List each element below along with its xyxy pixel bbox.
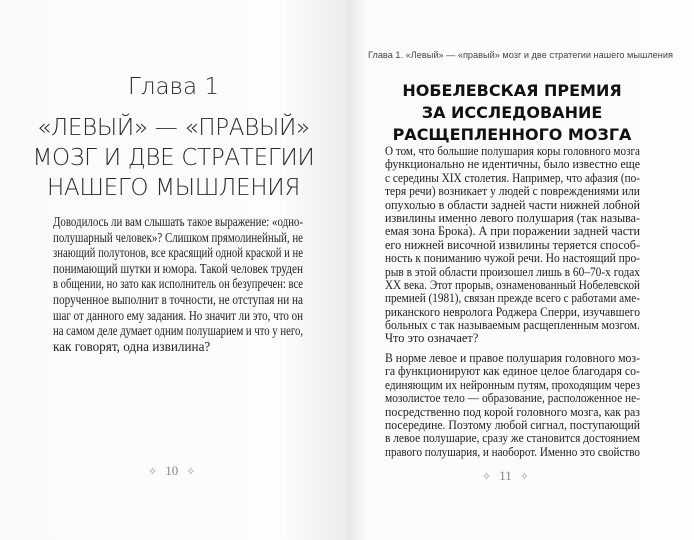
- text-line-row: [385, 279, 640, 292]
- chapter-title: [0, 113, 347, 203]
- page-number-left: [140, 463, 203, 479]
- ornament-icon: ✧: [519, 471, 529, 483]
- text-line: посредственно под корой головного мозга, как раз: [385, 404, 641, 419]
- text-line-row: [385, 252, 640, 265]
- text-line-row: [385, 392, 640, 405]
- paragraph-2: [385, 352, 640, 459]
- chapter-title-line: НАШЕГО МЫШЛЕНИЯ: [46, 175, 300, 201]
- chapter-title-line: «ЛЕВЫЙ» — «ПРАВЫЙ»: [37, 115, 310, 141]
- text-line: риканского невролога Роджера Сперри, изучавшего: [385, 304, 641, 319]
- text-line-row: [385, 332, 640, 345]
- text-line-row: [385, 292, 640, 305]
- text-line-row: [385, 266, 640, 279]
- text-line: на самом деле думает одним полушарием и что у него,: [53, 323, 303, 339]
- running-header: Глава 1. «Левый» — «правый» мозг и две стратегии нашего мышления: [368, 50, 673, 60]
- text-line-row: [53, 308, 303, 324]
- text-line-row: [385, 239, 640, 252]
- ornament-icon: ✧: [148, 466, 158, 478]
- text-line: правого полушария, и наоборот. Именно это свойство: [385, 444, 640, 459]
- text-line: знающий полутонов, все красящий одной краской и не: [53, 245, 303, 261]
- text-line: емая зона Брока́). А при поражении задней части: [385, 224, 641, 239]
- text-line-row: [385, 352, 640, 365]
- text-line: шаг от данного ему задания. Но значит ли это, что он: [53, 307, 303, 323]
- text-line: больных с так называемым расщепленным мозгом.: [385, 318, 640, 333]
- text-line-row: [385, 306, 640, 319]
- text-line-row: [53, 276, 303, 292]
- section-title-line: РАСЩЕПЛЕННОГО МОЗГА: [392, 125, 632, 144]
- text-line-row: [385, 379, 640, 392]
- text-line-row: [385, 158, 640, 171]
- text-line: теря речи) возникает у людей с повреждениями или: [385, 184, 640, 199]
- section-title-line: ЗА ИССЛЕДОВАНИЕ: [421, 103, 603, 122]
- ornament-icon: ✧: [186, 466, 196, 478]
- text-line: его нижней височной извилины теряется способ-: [385, 237, 641, 252]
- text-line: О том, что большие полушария коры головного мозга: [385, 144, 640, 158]
- text-line: Что это означает?: [385, 331, 479, 346]
- text-line-row: [385, 172, 640, 185]
- text-line: ность к пониманию чужой речи. Но настоящий про-: [385, 251, 641, 266]
- page-number-right: [474, 468, 537, 484]
- text-line-row: [53, 245, 303, 261]
- text-line-row: [385, 365, 640, 378]
- text-line: функционально не идентичны, было известно еще: [385, 157, 640, 172]
- text-line: XX века. Этот прорыв, ознаменованный Нобелевской: [385, 277, 641, 292]
- section-title-line: НОБЕЛЕВСКАЯ ПРЕМИЯ: [402, 81, 622, 100]
- text-line-row: [53, 323, 303, 339]
- text-line-row: [53, 339, 303, 355]
- text-line: с середины XIX столетия. Например, что афазия (по-: [385, 170, 640, 185]
- text-line-row: [385, 319, 640, 332]
- text-line: понимающий шутки и юмора. Такой человек труден: [53, 260, 303, 276]
- text-line-row: [385, 419, 640, 432]
- text-line: полушарный человек»? Слишком прямолинейный, не: [53, 229, 303, 245]
- text-line-row: [53, 214, 303, 230]
- text-line: рыв в этой области произошел лишь в 60–70-х годах: [385, 264, 641, 279]
- section-title: [392, 80, 632, 146]
- text-line: в общении, но зато как исполнитель он безупречен: все: [53, 276, 303, 292]
- text-line: как говорят, одна извилина?: [53, 338, 211, 354]
- page-number: 10: [165, 463, 179, 478]
- text-line-row: [385, 432, 640, 445]
- page-number: 11: [499, 468, 512, 483]
- chapter-title-line: МОЗГ И ДВЕ СТРАТЕГИИ: [32, 145, 315, 171]
- text-line: единяющим их нейронным путям, проходящим через: [385, 377, 641, 392]
- text-line: премией (1981), связан прежде всего с работами аме-: [385, 291, 641, 306]
- text-line-row: [385, 145, 640, 158]
- text-line-row: [53, 261, 303, 277]
- text-line: посередине. Поэтому любой сигнал, поступающий: [385, 417, 640, 432]
- text-line-row: [53, 292, 303, 308]
- text-line-row: [53, 230, 303, 246]
- text-line: извилины именно левого полушария (так называ-: [385, 210, 640, 225]
- text-line-row: [385, 185, 640, 198]
- text-line: В норме левое и правое полушария головного моз-: [385, 351, 641, 365]
- text-line: порученное выполнит в точности, не отступая ни на: [53, 291, 304, 307]
- text-line-row: [385, 446, 640, 459]
- text-line: мозолистое тело — образование, расположенное не-: [385, 391, 640, 406]
- text-line: га функционируют как единое целое благодаря со-: [385, 364, 640, 379]
- text-line-row: [385, 406, 640, 419]
- text-line: опухолью в области задней части нижней лобной: [385, 197, 640, 212]
- left-body-text: [53, 214, 303, 354]
- chapter-label: Глава 1: [127, 74, 220, 100]
- text-line-row: [385, 225, 640, 238]
- text-line: Доводилось ли вам слышать такое выражение: «одно-: [53, 214, 303, 229]
- text-line: в левое полушарие, сразу же становится достоянием: [385, 431, 640, 446]
- ornament-icon: ✧: [482, 471, 492, 483]
- paragraph-1: [385, 145, 640, 346]
- text-line-row: [385, 212, 640, 225]
- right-page: [347, 0, 694, 540]
- text-line-row: [385, 199, 640, 212]
